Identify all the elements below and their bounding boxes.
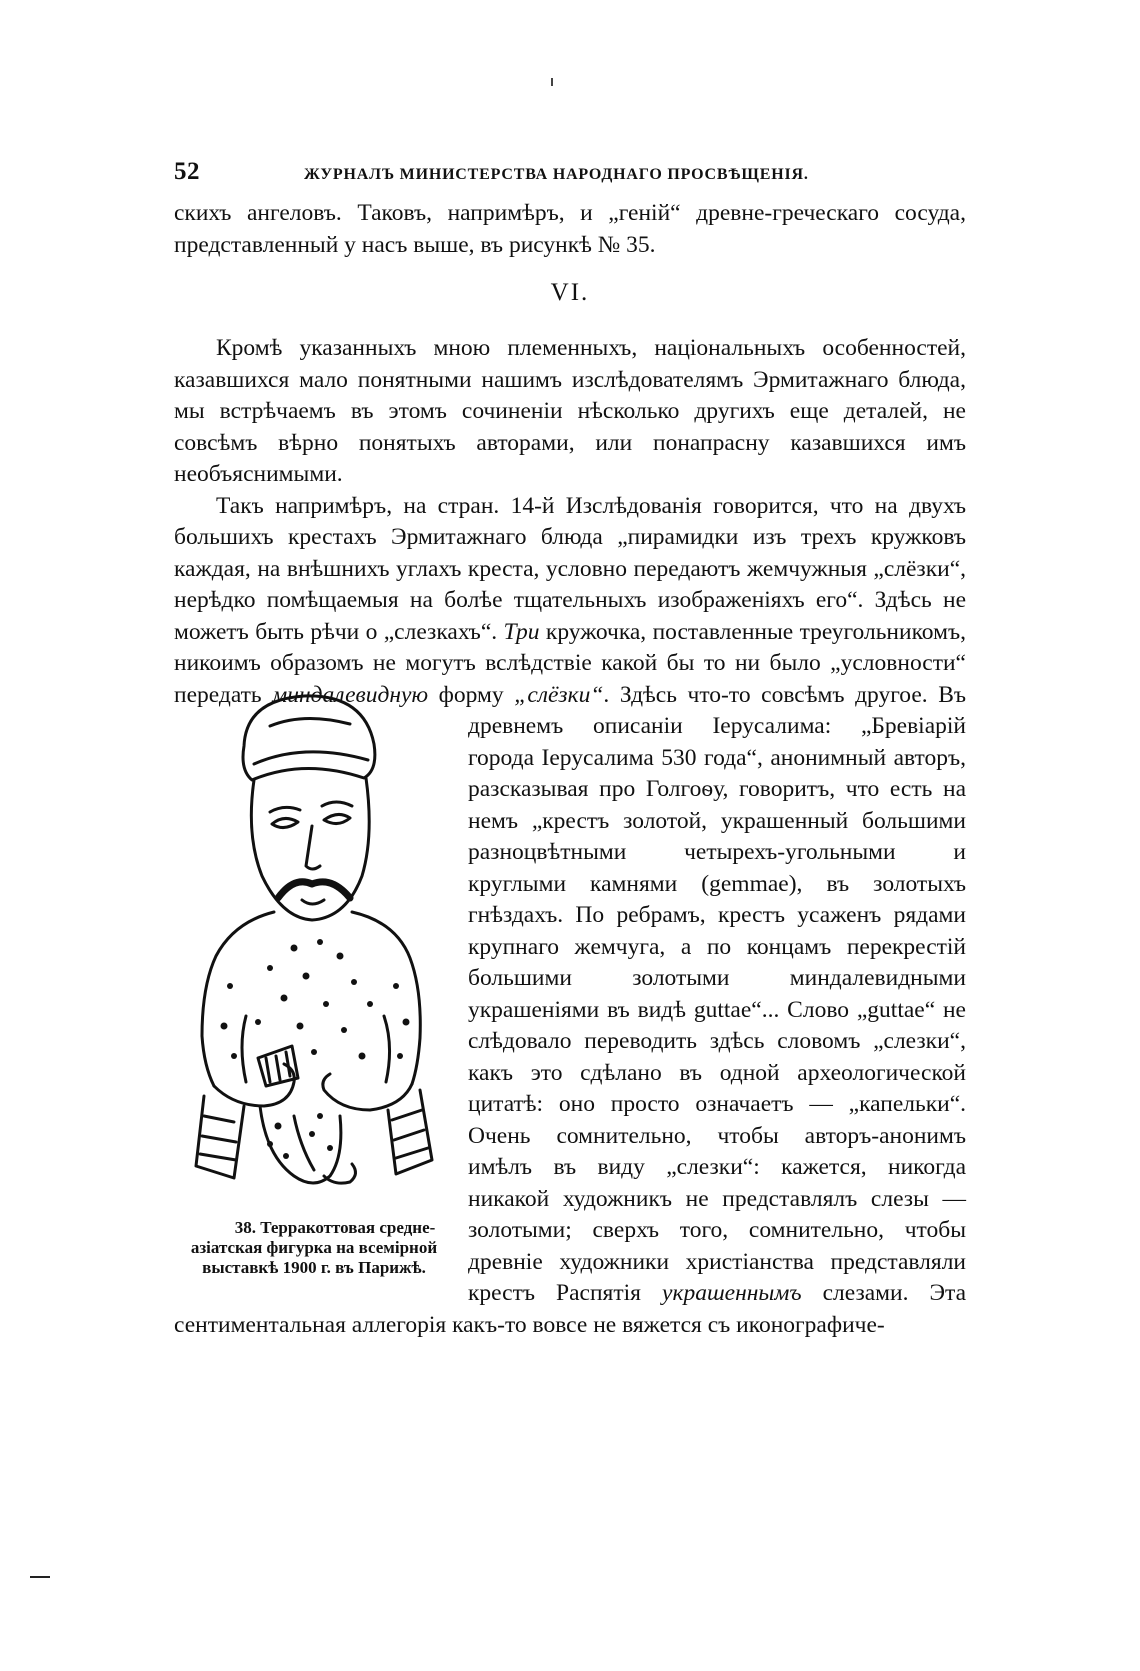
left-arm (214, 1064, 294, 1106)
turban-fold (254, 751, 368, 763)
book-page (174, 158, 966, 1341)
paragraph-3-part-a: Такъ напримѣръ, на стран. 14-й Изслѣдованія говорится, что на двухъ большихъ крестахъ Эрмитажнаго блюда „пирамидки изъ трехъ кружковъ каждая, на внѣшнихъ углахъ креста, условно передаютъ жемчужныя „слёзки“, нерѣдко помѣщаемыя на болѣе тщательныхъ изображеніяхъ его“. Здѣсь не можетъ быть рѣчи о „слезкахъ“. (174, 492, 966, 645)
section-heading: VI. (550, 279, 590, 306)
paragraph-3-part-d: . Здѣсь что-то совсѣмъ другое. Въ древнемъ описаніи Іерусалима: „Бревіарій города Іерусалима 530 года“, анонимный авторъ, разсказывая про Голгоѳу, говоритъ, что есть на немъ „крестъ золотой, украшенный большими разноцвѣтными четырехъ-угольными и круглыми камнями (gemmae), въ золотыхъ гнѣздахъ. По ребрамъ, крестъ усаженъ рядами крупнаго жемчуга, а по концамъ перекрестій большими золотыми миндалевидными украшеніями въ видѣ guttae“... Слово „guttae“ не слѣдовало переводить здѣсь словомъ „слезки“, какъ это сдѣлано въ одной археологической цитатѣ: оно просто означаетъ — „капельки“. Очень сомнительно, чтобы авторъ-анонимъ имѣлъ въ виду „слезки“: кажется, никогда никакой художникъ не представлялъ слезы — золотыми; сверхъ того, сомнительно, чтобы древніе художники христіанства представляли крестъ Распятія (468, 681, 967, 1306)
paragraph-3-part-c: форму (438, 681, 504, 708)
paragraph-3 (174, 491, 966, 1342)
body-outline (202, 912, 274, 1086)
body-text (174, 198, 966, 1341)
italic-mindalevidnuyu: миндалевидную (272, 681, 429, 708)
scan-mark (551, 78, 553, 86)
paragraph-2: Кромѣ указанныхъ мною племенныхъ, національныхъ особенностей, казавшихся мало понятными нашимъ изслѣдователямъ Эрмитажнаго блюда, мы встрѣчаемъ въ этомъ сочиненіи нѣсколько другихъ еще деталей, не совсѣмъ вѣрно понятыхъ авторами, или понапрасну казавшихся имъ необъяснимыми. (174, 335, 966, 487)
left-eye (272, 818, 298, 827)
journal-title: ЖУРНАЛЪ МИНИСТЕРСТВА НАРОДНАГО ПРОСВѢЩЕНІЯ. (304, 166, 809, 183)
running-head (174, 158, 966, 198)
right-arm (323, 1074, 412, 1110)
figure-38 (174, 686, 454, 1278)
italic-ukrashennym: украшеннымъ (662, 1280, 802, 1306)
italic-tri: Три (503, 618, 540, 645)
body-spots (221, 939, 410, 1159)
turban (243, 695, 375, 779)
page-number: 52 (174, 158, 200, 185)
figure-caption: 38. Терракоттовая средне-азіатская фигурка на всемірной выставкѣ 1900 г. въ Парижѣ. (190, 1217, 438, 1277)
terracotta-figurine-illustration (174, 686, 454, 1196)
right-eye (324, 814, 350, 823)
moustache (278, 881, 350, 897)
paragraph-continued: скихъ ангеловъ. Таковъ, напримѣръ, и „геній“ древне-греческаго сосуда, представленный у насъ выше, въ рисункѣ № 35. (174, 200, 966, 258)
paragraph-3-part-b: кружочка, поставленные треугольникомъ, никоимъ образомъ не могутъ вслѣдствіе какой бы то ни было „условности“ передать (174, 618, 967, 708)
scan-edge-mark (30, 1576, 50, 1578)
italic-slezki: „слёзки“ (514, 681, 604, 708)
nose (306, 826, 320, 869)
paragraph-3-part-e: слезами. Эта сентиментальная аллегорія какъ-то вовсе не вяжется съ иконографиче- (174, 1280, 967, 1338)
